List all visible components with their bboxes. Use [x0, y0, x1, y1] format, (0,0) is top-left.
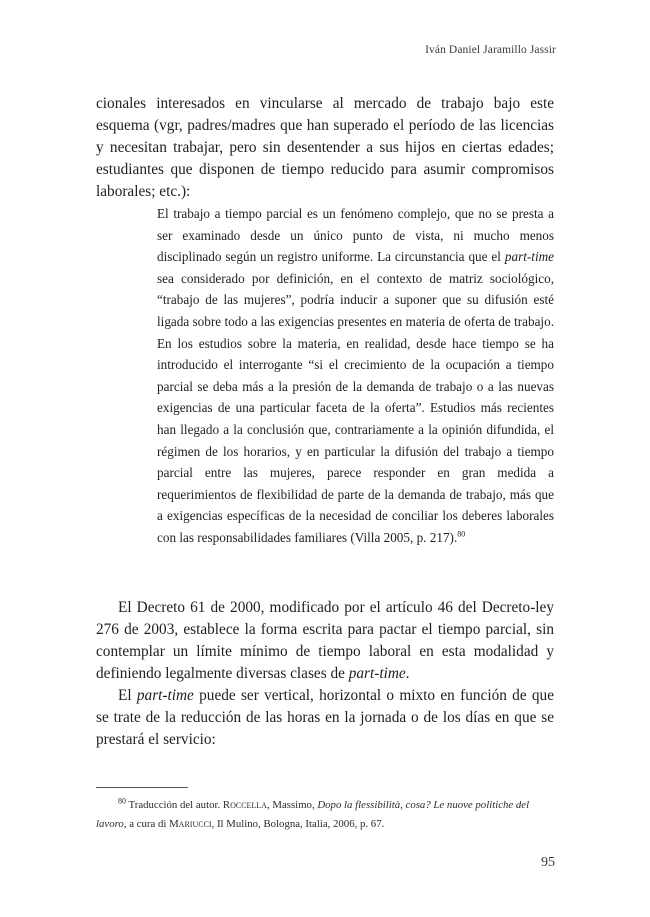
decreto-text-2: .: [405, 665, 410, 682]
part-time-types-paragraph: [96, 685, 554, 751]
footnote-number: 80: [118, 796, 126, 806]
footnote-divider: [96, 787, 188, 788]
footnote-text-2: , Massimo,: [266, 799, 318, 811]
footnote-text-1: Traducción del autor.: [126, 799, 223, 811]
quote-term-part-time: part-time: [504, 249, 554, 265]
block-quote-text: [157, 203, 554, 549]
decreto-text-1: El Decreto 61 de 2000, modificado por el artículo 46 del Decreto-ley 276 de 2003, establece la forma escrita para pactar el tiempo parcial, sin contemplar un límite mínimo de tiempo laboral en esta modalidad y definiendo legalmente diversas clases de: [96, 599, 554, 682]
part-time-lead: El: [118, 687, 137, 704]
footnote-book-title: Dopo la flessibilità, cosa? Le nuove politiche del lavoro: [96, 799, 530, 830]
footnote-text-4: , Il Mulino, Bologna, Italia, 2006, p. 67.: [211, 818, 385, 830]
decreto-paragraph: [96, 597, 554, 685]
part-time-term: part-time: [136, 687, 194, 704]
part-time-text: puede ser vertical, horizontal o mixto en función de que se trate de la reducción de las horas en la jornada o de los días en que se prestará el servicio:: [96, 687, 554, 748]
quote-text-1: El trabajo a tiempo parcial es un fenómeno complejo, que no se presta a ser examinado desde un único punto de vista, ni mucho menos disciplinado según un registro uniforme. La circunstancia que el: [157, 206, 554, 265]
running-header: Iván Daniel Jaramillo Jassir: [425, 44, 556, 56]
footnote-author-1: Roccella: [222, 799, 267, 811]
footnote-text: [96, 796, 554, 834]
footnote-reference[interactable]: 80: [457, 529, 466, 539]
decreto-term-part-time: part-time: [348, 665, 406, 682]
intro-paragraph: [96, 93, 554, 203]
footnote: [96, 796, 554, 834]
footnote-author-2: Mariucci: [169, 818, 212, 830]
block-quote: [157, 203, 554, 549]
quote-text-2: sea considerado por definición, en el contexto de matriz sociológico, “trabajo de las mujeres”, podría inducir a suponer que su difusión esté ligada sobre todo a las exigencias presentes en materia de oferta de trabajo. En los estudios sobre la materia, en realidad, desde hace tiempo se ha introducido el interrogante “si el crecimiento de la ocupación a tiempo parcial se deba más a la presión de la demanda de trabajo o a las nuevas exigencias de una particular faceta de la oferta”. Estudios más recientes han llegado a la conclusión que, contrariamente a la opinión difundida, el régimen de los horarios, y en particular la difusión del trabajo a tiempo parcial entre las mujeres, parece responder en gran medida a requerimientos de flexibilidad de parte de la demanda de trabajo, más que a exigencias específicas de la necesidad de conciliar los deberes laborales con las responsabilidades familiares (Villa 2005, p. 217).: [157, 270, 554, 545]
decreto-paragraphs: [96, 597, 554, 751]
intro-paragraph-text: cionales interesados en vincularse al mercado de trabajo bajo este esquema (vgr, padres/madres que han superado el período de las licencias y necesitan trabajar, pero sin desentender a sus hijos en ciertas edades; estudiantes que disponen de tiempo reducido para asumir compromisos laborales; etc.):: [96, 95, 554, 200]
page-number: 95: [541, 855, 555, 870]
footnote-text-3: , a cura di: [123, 818, 170, 830]
